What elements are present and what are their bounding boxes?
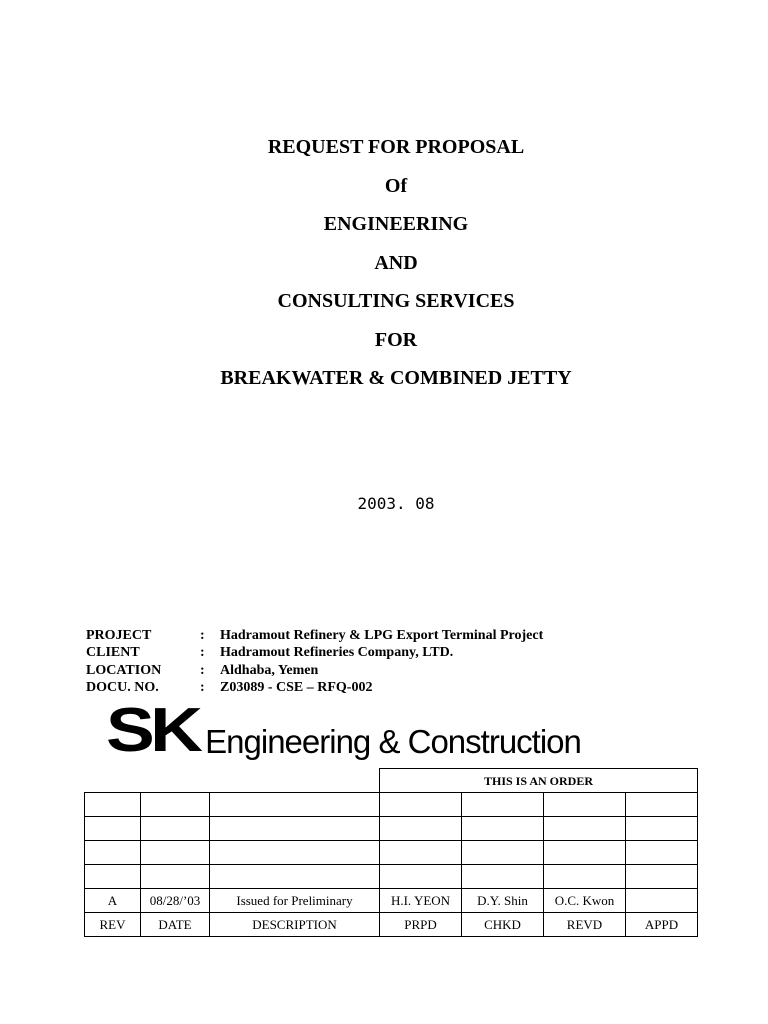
table-row [85,793,698,817]
table-cell [462,865,544,889]
document-date: 2003. 08 [357,494,435,513]
table-cell [626,793,698,817]
table-cell [380,793,462,817]
column-header-appd: APPD [626,913,698,937]
table-cell [462,817,544,841]
table-cell [626,865,698,889]
title-line: CONSULTING SERVICES [277,290,515,312]
table-cell [462,793,544,817]
table-cell [85,865,141,889]
info-key: PROJECT [86,628,152,643]
project-info [86,627,543,696]
table-cell [85,817,141,841]
title-line: BREAKWATER & COMBINED JETTY [220,367,572,389]
table-cell [141,841,210,865]
table-cell [626,817,698,841]
order-label: THIS IS AN ORDER [379,768,698,793]
chkd-cell: D.Y. Shin [462,889,544,913]
column-header-revd: REVD [544,913,626,937]
info-row-client [86,644,543,661]
info-key: DOCU. NO. [86,679,159,695]
title-line: REQUEST FOR PROPOSAL [267,136,525,158]
description-cell: Issued for Preliminary [210,889,380,913]
info-key: LOCATION [86,662,162,678]
info-value: Aldhaba, Yemen [220,662,319,678]
table-cell [210,817,380,841]
info-key: CLIENT [86,645,140,661]
table-cell [626,841,698,865]
table-cell [85,793,141,817]
table-cell [141,817,210,841]
info-separator: : [200,645,205,661]
title-line: FOR [374,328,418,351]
table-cell [544,817,626,841]
table-cell [210,793,380,817]
table-row [85,817,698,841]
info-value: Hadramout Refineries Company, LTD. [220,645,454,661]
company-logo [106,696,581,765]
revision-table [84,792,698,937]
table-cell [462,841,544,865]
title-line: ENGINEERING [323,213,469,235]
table-cell [210,865,380,889]
table-row [85,865,698,889]
table-row-revision-a [85,889,698,913]
table-cell [380,817,462,841]
column-header-rev: REV [85,913,141,937]
column-header-prpd: PRPD [380,913,462,937]
rev-cell: A [85,889,141,913]
info-separator: : [200,679,205,695]
table-cell [85,841,141,865]
info-separator: : [200,662,205,678]
document-title [0,128,768,398]
table-cell [380,865,462,889]
table-cell [141,865,210,889]
table-cell [544,865,626,889]
date-cell: 08/28/’03 [141,889,210,913]
column-header-date: DATE [141,913,210,937]
appd-cell [626,889,698,913]
title-line: Of [384,174,408,197]
info-row-location [86,662,543,679]
revd-cell: O.C. Kwon [544,889,626,913]
table-cell [210,841,380,865]
table-cell [380,841,462,865]
table-cell [141,793,210,817]
logo-text: Engineering & Construction [205,723,581,760]
table-cell [544,793,626,817]
info-separator: : [200,628,205,643]
info-row-docu-no [86,679,543,696]
table-row [85,841,698,865]
info-value: Hadramout Refinery & LPG Export Terminal Project [220,628,544,643]
column-header-chkd: CHKD [462,913,544,937]
info-value: Z03089 - CSE – RFQ-002 [220,679,373,695]
table-header-row [85,913,698,937]
info-row-project [86,627,543,644]
logo-mark: SK [106,696,199,765]
title-line: AND [374,251,418,274]
prpd-cell: H.I. YEON [380,889,462,913]
column-header-description: DESCRIPTION [210,913,380,937]
table-cell [544,841,626,865]
